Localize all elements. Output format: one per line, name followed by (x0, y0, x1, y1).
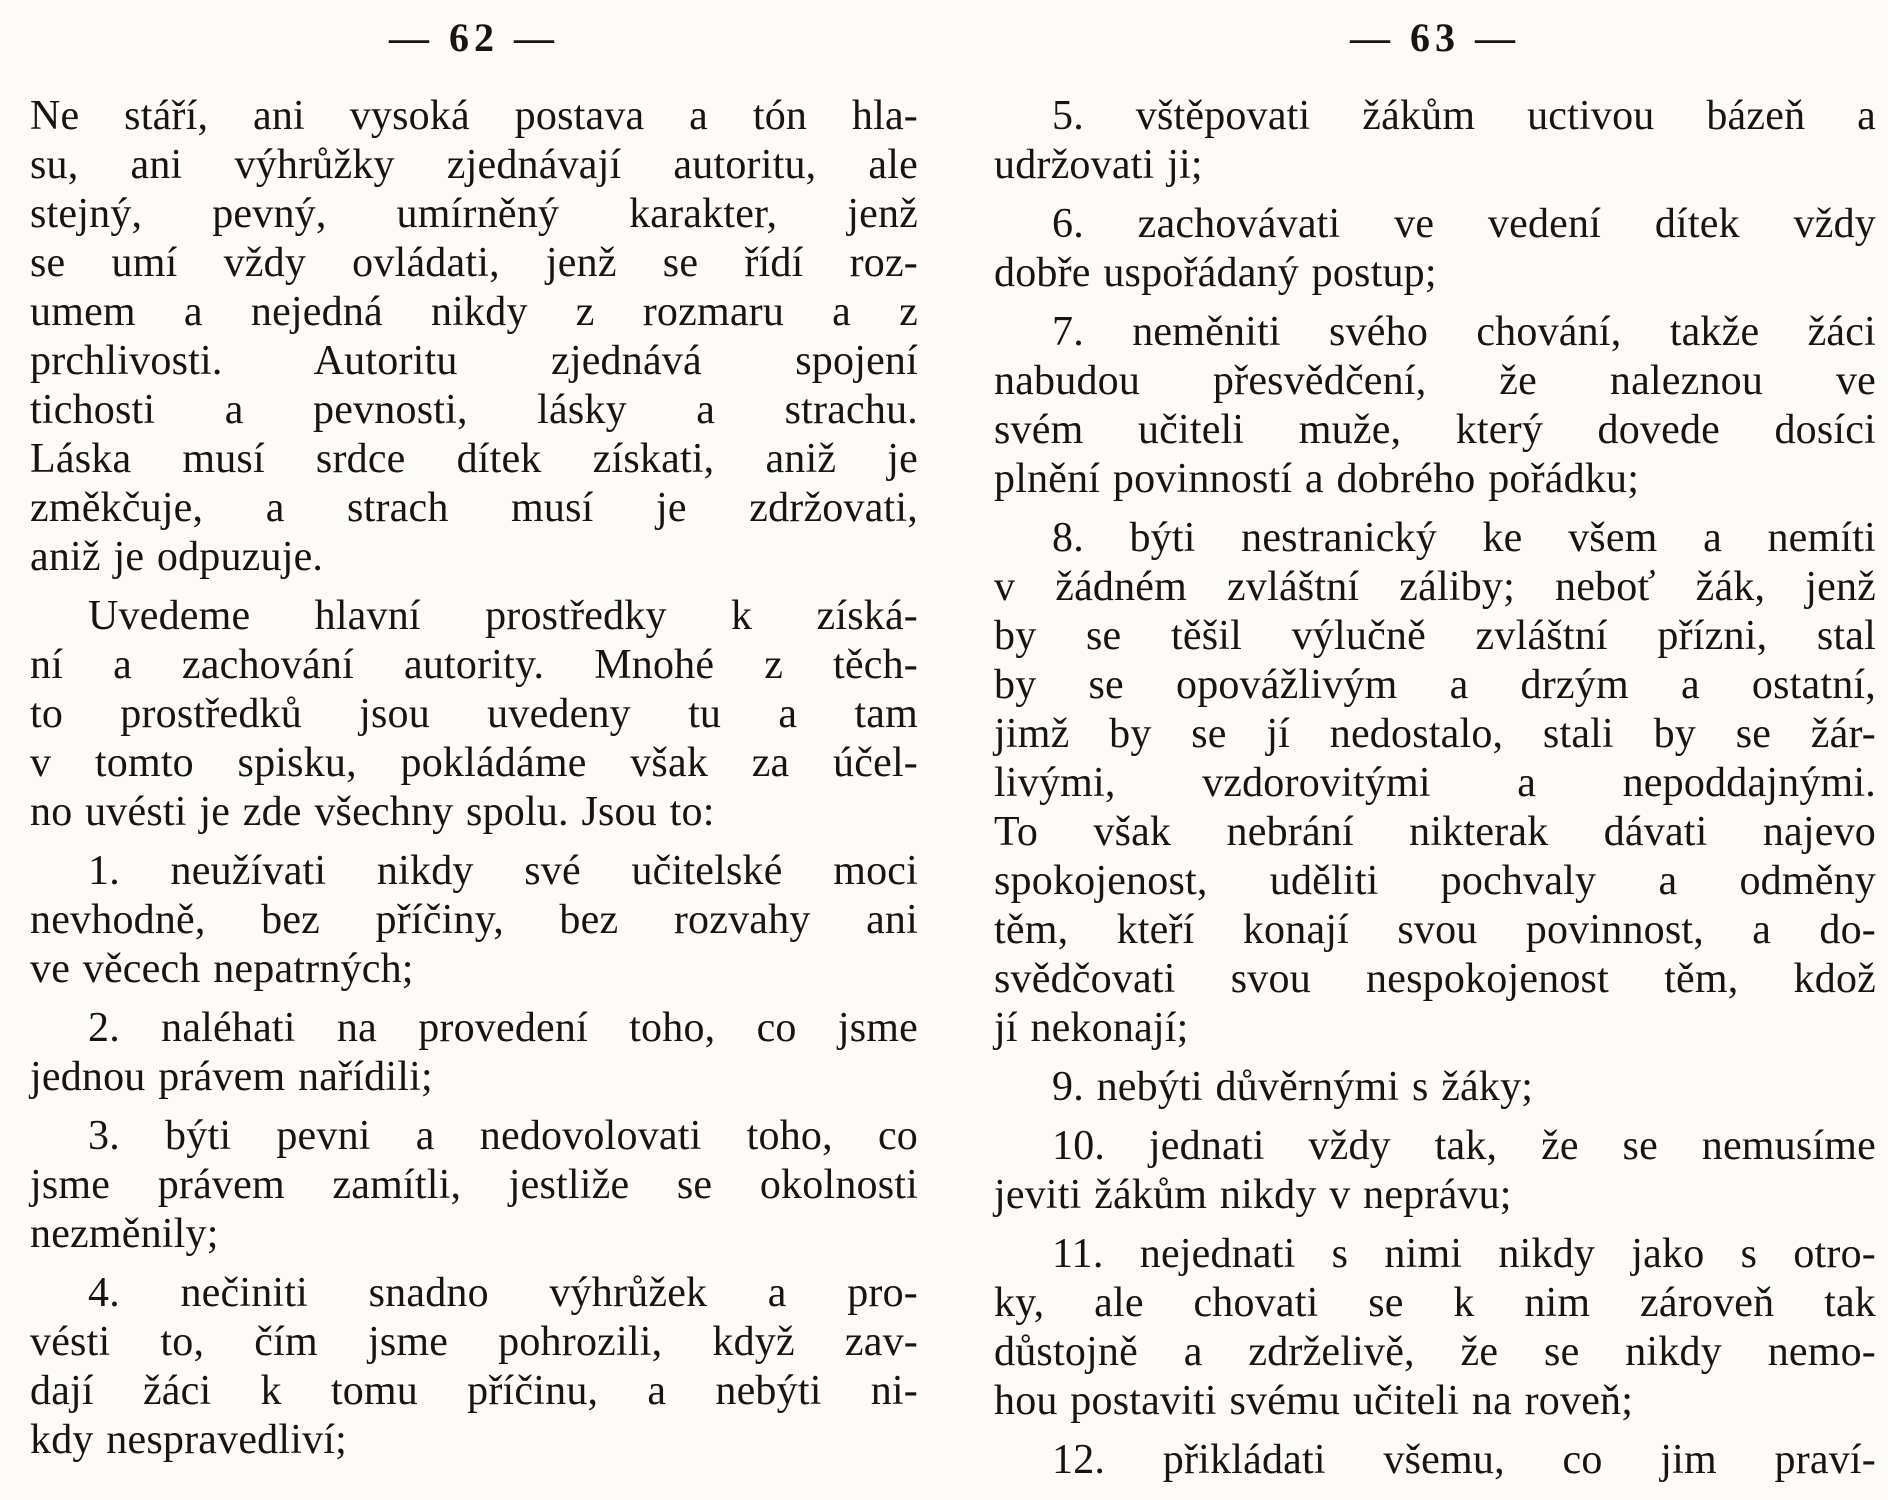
page-63-text (994, 92, 1876, 1485)
text-line: tichosti a pevnosti, lásky a strachu. (30, 387, 918, 433)
text-line: 12. přikládati všemu, co jim praví- (1052, 1437, 1876, 1483)
text-line: těm, kteří konají svou povinnost, a do- (994, 907, 1876, 953)
text-line: su, ani výhrůžky zjednávají autoritu, ale (30, 142, 918, 188)
paragraph (994, 1436, 1876, 1485)
text-line: 5. vštěpovati žákům uctivou bázeň a (1052, 93, 1876, 139)
text-line: se umí vždy ovládati, jenž se řídí roz- (30, 240, 918, 286)
text-line: To však nebrání nikterak dávati najevo (994, 809, 1876, 855)
text-line: nezměnily; (30, 1211, 219, 1257)
text-line: 3. býti pevni a nedovolovati toho, co (88, 1113, 918, 1159)
text-line: v žádném zvláštní záliby; neboť žák, jenž (994, 564, 1876, 610)
text-line: jsme právem zamítli, jestliže se okolnosti (30, 1162, 918, 1208)
text-line: spokojenost, uděliti pochvaly a odměny (994, 858, 1876, 904)
text-line: prchlivosti. Autoritu zjednává spojení (30, 338, 918, 384)
text-line: kdy nespravedliví; (30, 1417, 348, 1463)
paragraph (994, 308, 1876, 504)
text-line: dobře uspořádaný postup; (994, 250, 1437, 296)
text-line: Uvedeme hlavní prostředky k získá- (88, 593, 918, 639)
text-line: nevhodně, bez příčiny, bez rozvahy ani (30, 897, 918, 943)
text-line: jimž by se jí nedostalo, stali by se žár- (994, 711, 1876, 757)
text-line: změkčuje, a strach musí je zdržovati, (30, 485, 918, 531)
text-line: vésti to, čím jsme pohrozili, když zav- (30, 1319, 918, 1365)
text-line: v tomto spisku, pokládáme však za účel- (30, 740, 918, 786)
text-line: důstojně a zdrželivě, že se nikdy nemo- (994, 1329, 1876, 1375)
text-line: svém učiteli muže, který dovede dosíci (994, 407, 1876, 453)
text-line: 2. naléhati na provedení toho, co jsme (88, 1005, 918, 1051)
text-line: 11. nejednati s nimi nikdy jako s otro- (1052, 1231, 1876, 1277)
text-line: 1. neužívati nikdy své učitelské moci (88, 848, 918, 894)
text-line: jí nekonají; (994, 1005, 1189, 1051)
text-line: livými, vzdorovitými a nepoddajnými. (994, 760, 1876, 806)
paragraph (30, 1004, 918, 1102)
page-62-text (30, 92, 918, 1465)
text-line: aniž je odpuzuje. (30, 534, 324, 580)
page-63 (994, 14, 1876, 1500)
text-line: ve věcech nepatrných; (30, 946, 414, 992)
page-number-left: — 62 — (389, 15, 559, 60)
text-line: svědčovati svou nespokojenost těm, kdož (994, 956, 1876, 1002)
paragraph (994, 200, 1876, 298)
page-number-right: — 63 — (1350, 15, 1520, 60)
text-line: nabudou přesvědčení, že naleznou ve (994, 358, 1876, 404)
text-line: 6. zachovávati ve vedení dítek vždy (1052, 201, 1876, 247)
text-line: 8. býti nestranický ke všem a nemíti (1052, 515, 1876, 561)
text-line: 7. neměniti svého chování, takže žáci (1052, 309, 1876, 355)
text-line: jednou právem nařídili; (30, 1054, 433, 1100)
text-line: by se těšil výlučně zvláštní přízni, stal (994, 613, 1876, 659)
text-line: plnění povinností a dobrého pořádku; (994, 456, 1640, 502)
paragraph (30, 92, 918, 582)
text-line: hou postaviti svému učiteli na roveň; (994, 1378, 1634, 1424)
paragraph (994, 1063, 1876, 1112)
paragraph (994, 514, 1876, 1053)
paragraph (30, 1269, 918, 1465)
paragraph (994, 1122, 1876, 1220)
paragraph (30, 1112, 918, 1259)
text-line: Ne stáří, ani vysoká postava a tón hla- (30, 93, 918, 139)
text-line: ní a zachování autority. Mnohé z těch- (30, 642, 918, 688)
text-line: jeviti žákům nikdy v neprávu; (994, 1172, 1512, 1218)
text-line: ky, ale chovati se k nim zároveň tak (994, 1280, 1876, 1326)
text-line: dají žáci k tomu příčinu, a nebýti ni- (30, 1368, 918, 1414)
text-line: stejný, pevný, umírněný karakter, jenž (30, 191, 918, 237)
text-line: Láska musí srdce dítek získati, aniž je (30, 436, 918, 482)
text-line: 9. nebýti důvěrnými s žáky; (1052, 1064, 1534, 1110)
paragraph (994, 92, 1876, 190)
text-line: 4. nečiniti snadno výhrůžek a pro- (88, 1270, 918, 1316)
page-62 (30, 14, 918, 1500)
text-line: no uvésti je zde všechny spolu. Jsou to: (30, 789, 715, 835)
paragraph (994, 1230, 1876, 1426)
text-line: 10. jednati vždy tak, že se nemusíme (1052, 1123, 1876, 1169)
text-line: by se opovážlivým a drzým a ostatní, (994, 662, 1876, 708)
paragraph (30, 592, 918, 837)
paragraph (30, 847, 918, 994)
text-line: umem a nejedná nikdy z rozmaru a z (30, 289, 918, 335)
text-line: to prostředků jsou uvedeny tu a tam (30, 691, 918, 737)
text-line: udržovati ji; (994, 142, 1203, 188)
